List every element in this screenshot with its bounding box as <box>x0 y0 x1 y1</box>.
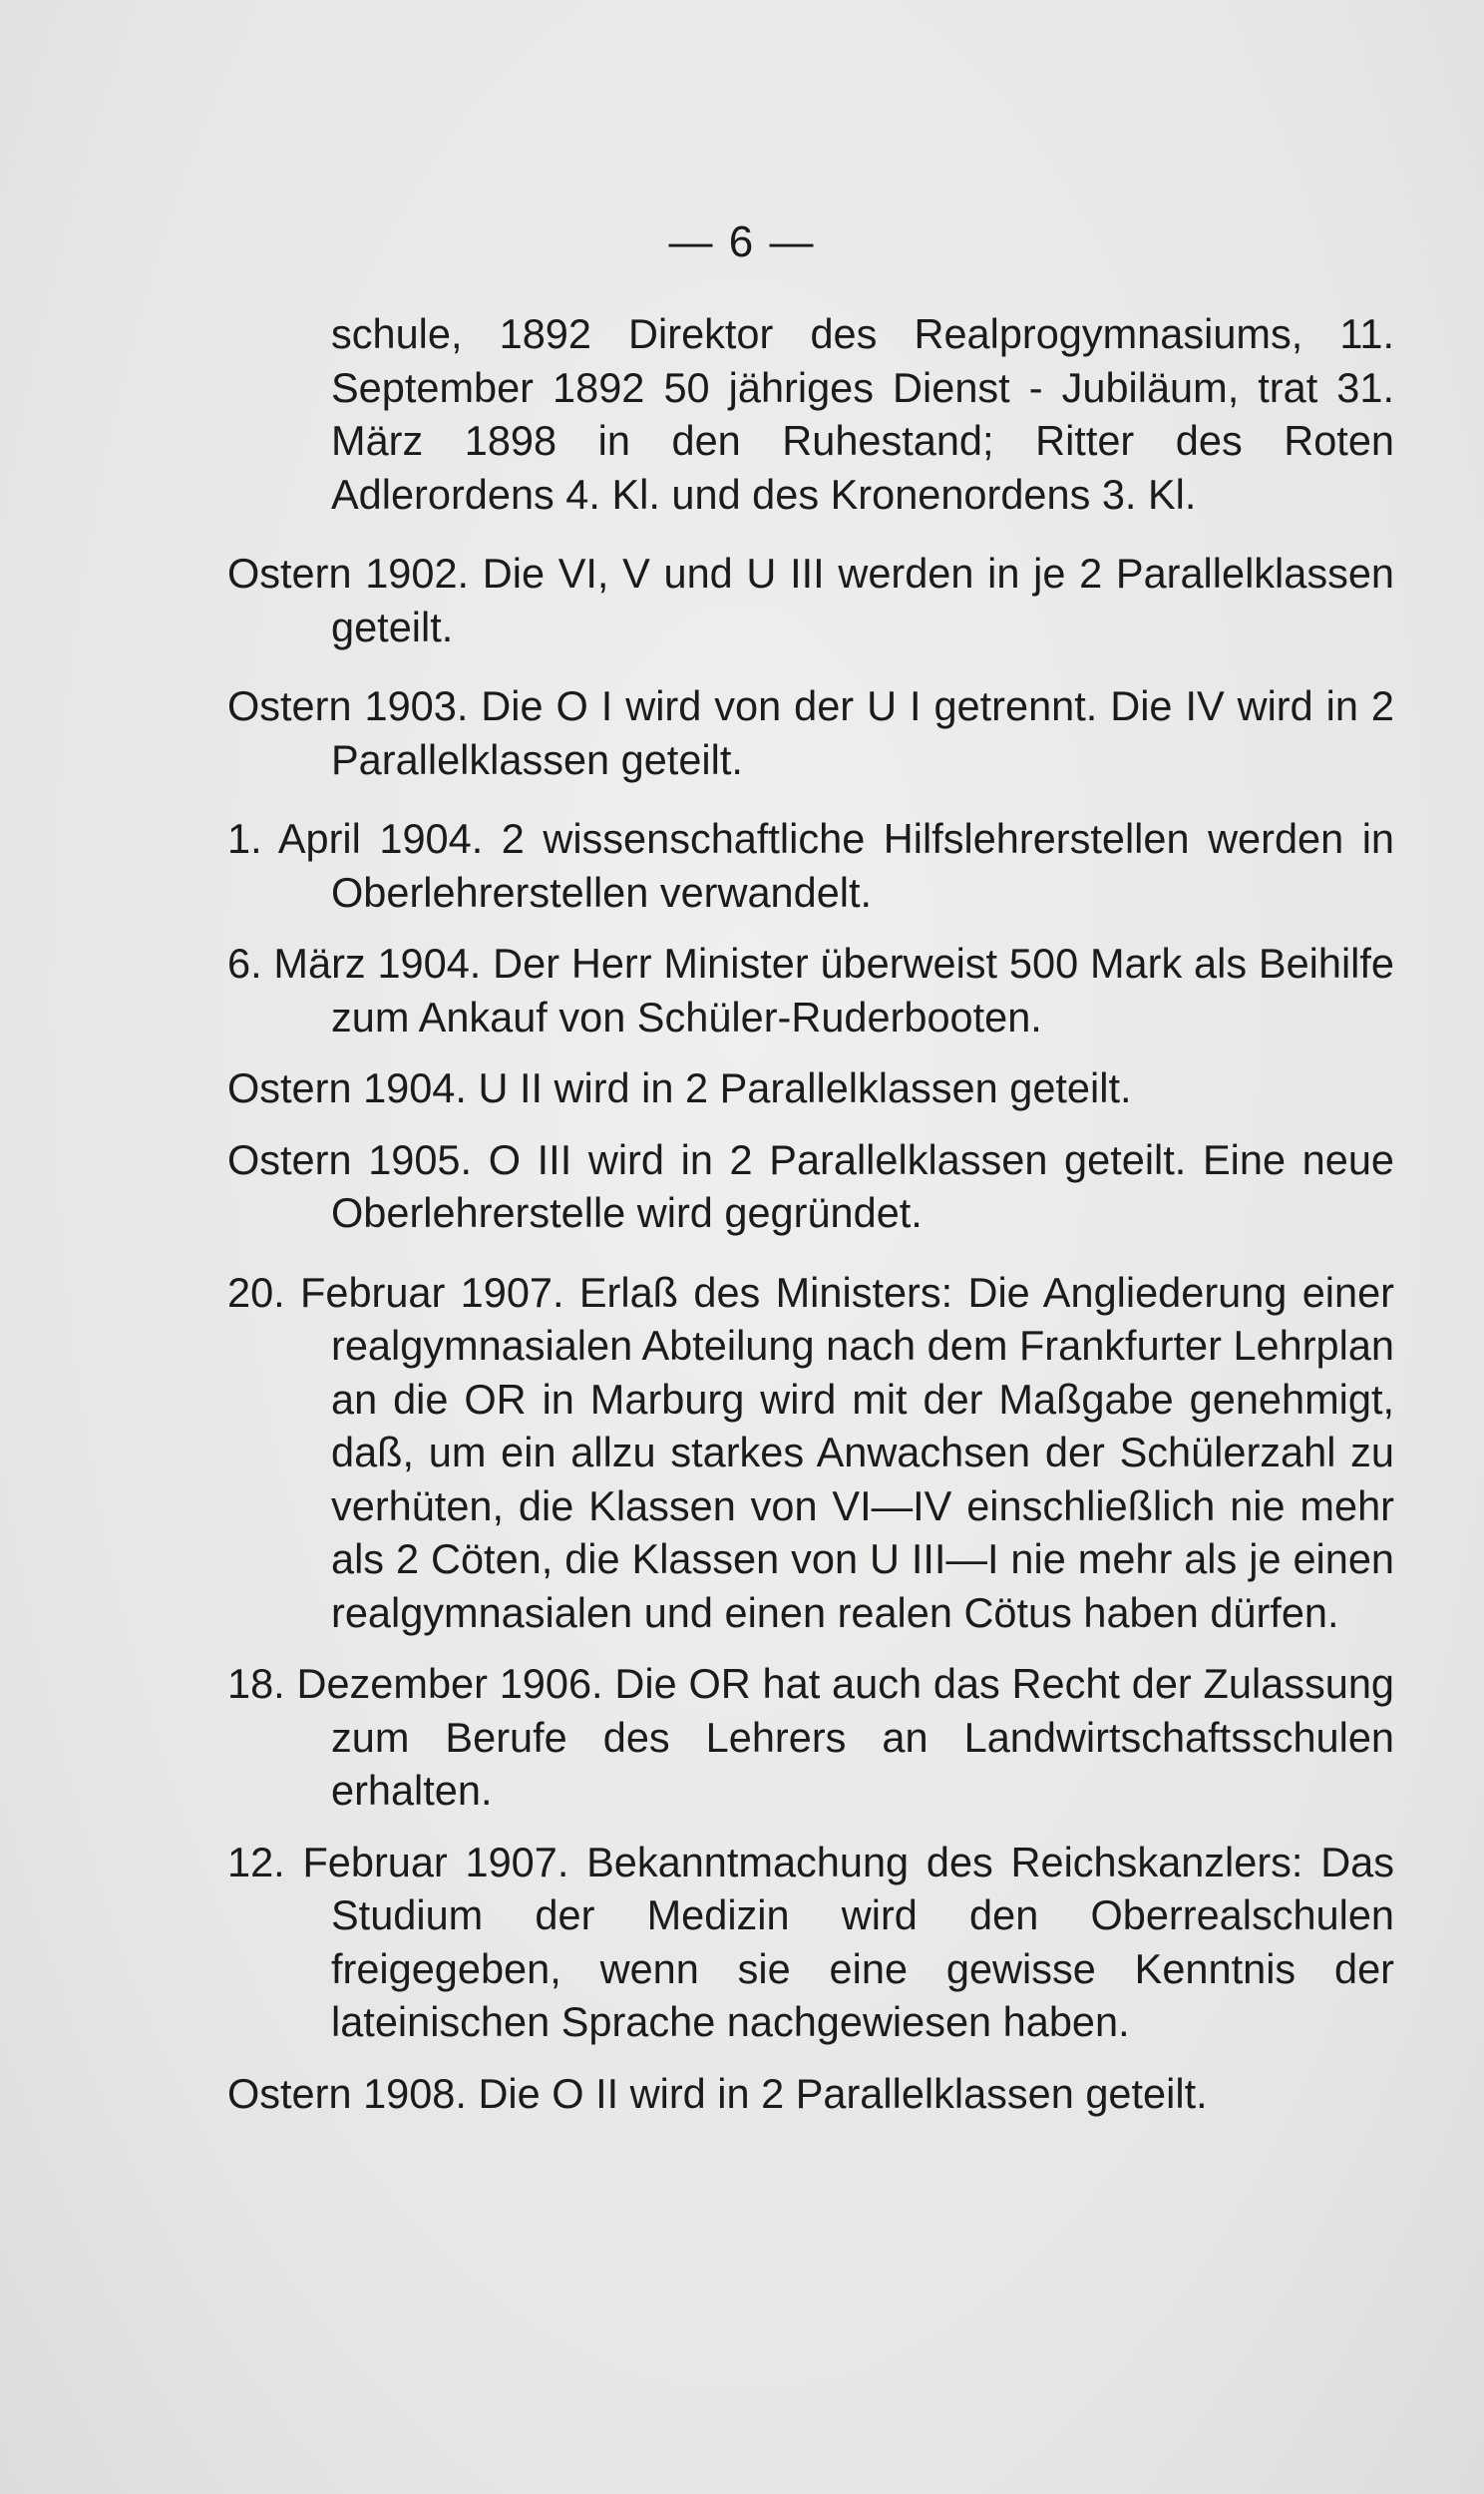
entry-ostern-1903 <box>227 679 1394 786</box>
entry-maerz-1904 <box>227 937 1394 1043</box>
entry-text: O III wird in 2 Parallelklassen geteilt. Eine neue Oberlehrerstelle wird gegründet. <box>331 1135 1394 1236</box>
entry-text: Die OR hat auch das Recht der Zulassung zum Berufe des Lehrers an Landwirtschaftsschulen erhalten. <box>331 1660 1395 1814</box>
entry-date: Ostern 1908. <box>227 2069 467 2117</box>
entry-date: 20. Februar 1907. <box>227 1268 564 1316</box>
entry-text: Bekanntmachung des Reichskanzlers: Das Studium der Medizin wird den Oberrealschulen freigegeben, wenn sie eine gewisse Kenntnis der lateinischen Sprache nachgewiesen haben. <box>331 1838 1395 2045</box>
entry-ostern-1902 <box>227 547 1394 653</box>
chronicle-text <box>227 307 1394 2120</box>
entry-dezember-1906 <box>227 1657 1394 1818</box>
entry-april-1904 <box>227 812 1394 919</box>
entry-februar-1907-bekanntmachung <box>227 1836 1394 2049</box>
entry-text: 2 wissenschaftliche Hilfslehrerstellen werden in Oberlehrerstellen verwandelt. <box>331 815 1394 916</box>
entry-date: Ostern 1905. <box>227 1135 473 1183</box>
entry-text: Die VI, V und U III werden in je 2 Parallelklassen geteilt. <box>331 550 1394 650</box>
entry-text: Erlaß des Ministers: Die Angliederung einer realgymnasialen Abteilung nach dem Frankfurter Lehrplan an die OR in Marburg wird mit der Maßgabe genehmigt, daß, um ein allzu starkes Anwachsen der Schülerzahl zu verhüten, die Klassen von VI—IV einschließlich nie mehr als 2 Cöten, die Klassen von U III—I nie mehr als je einen realgymnasialen und einen realen Cötus haben dürfen. <box>331 1268 1395 1636</box>
entry-date: Ostern 1903. <box>227 682 469 729</box>
entry-text: Die O II wird in 2 Parallelklassen geteilt. <box>478 2069 1208 2117</box>
entry-date: Ostern 1904. <box>227 1064 467 1111</box>
entry-text: Die O I wird von der U I getrennt. Die IV wird in 2 Parallelklassen geteilt. <box>331 682 1394 783</box>
entry-ostern-1908 <box>227 2067 1394 2121</box>
entry-ostern-1904 <box>227 1061 1394 1115</box>
entry-date: 12. Februar 1907. <box>227 1838 569 1885</box>
entry-date: 18. Dezember 1906. <box>227 1660 603 1707</box>
entry-date: 6. März 1904. <box>227 940 482 987</box>
page-number: — 6 — <box>668 217 816 266</box>
entry-date: 1. April 1904. <box>227 815 484 862</box>
entry-text: U II wird in 2 Parallelklassen geteilt. <box>478 1064 1132 1111</box>
continued-paragraph: schule, 1892 Direktor des Realprogymnasiums, 11. September 1892 50 jähriges Dienst - Jubiläum, trat 31. März 1898 in den Ruhestand; Ritter des Roten Adlerordens 4. Kl. und des Kronenordens 3. Kl. <box>331 310 1394 518</box>
entry-februar-1907-erlass <box>227 1266 1394 1640</box>
entry-text: Der Herr Minister überweist 500 Mark als Beihilfe zum Ankauf von Schüler-Ruderbooten. <box>331 940 1395 1040</box>
entry-ostern-1905 <box>227 1133 1394 1240</box>
entry-date: Ostern 1902. <box>227 550 470 597</box>
